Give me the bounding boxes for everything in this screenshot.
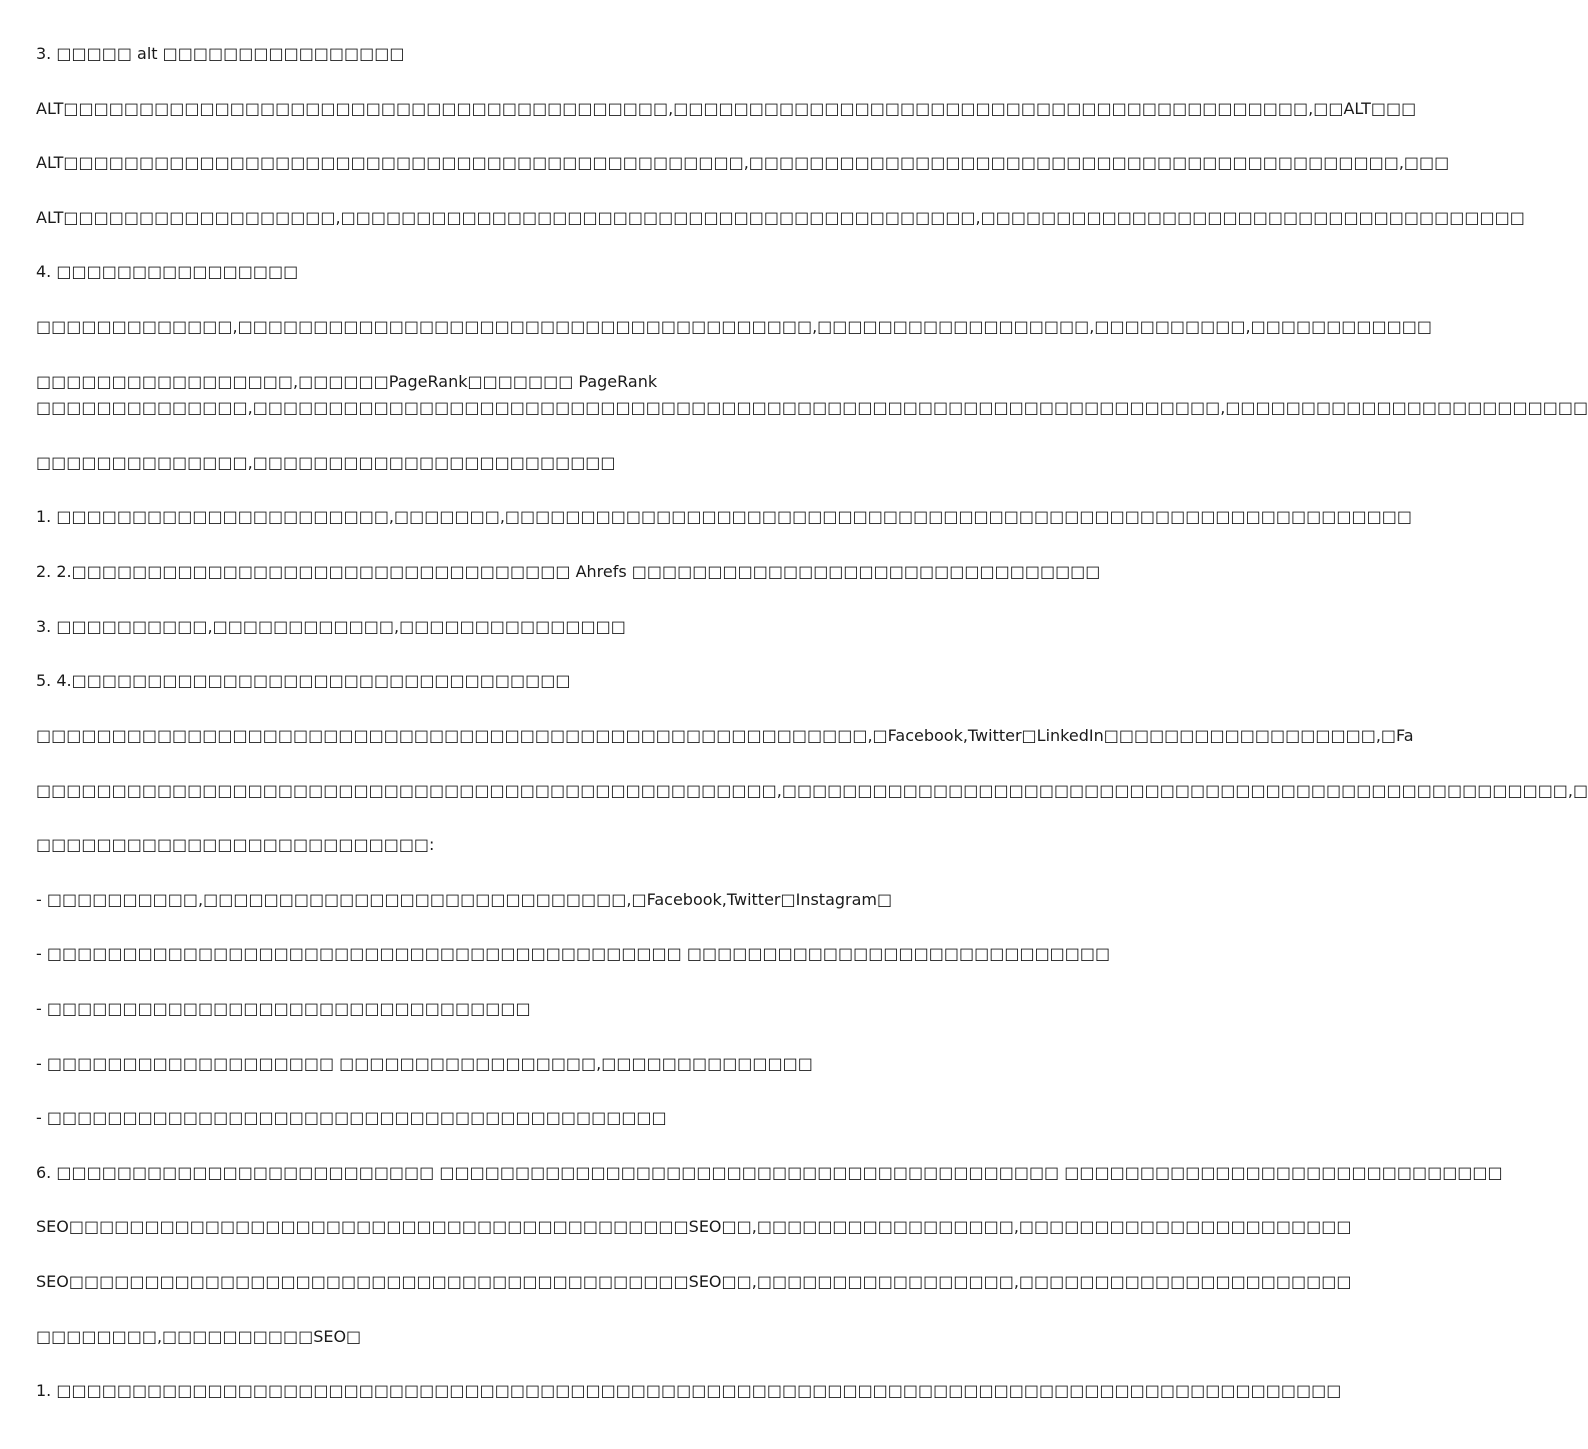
- text-line: SEO□□□□□□□□□□□□□□□□□□□□□□□□□□□□□□□□□□□□□□□□□SEO□□,□□□□□□□□□□□□□□□□□,□□□□□□□□□□□□□□□□□□□□□□: [36, 1272, 1352, 1291]
- text-line: SEO□□□□□□□□□□□□□□□□□□□□□□□□□□□□□□□□□□□□□□□□□SEO□□,□□□□□□□□□□□□□□□□□,□□□□□□□□□□□□□□□□□□□□□□: [36, 1217, 1352, 1236]
- text-line: □□□□□□□□□□□□□□□□□,□□□□□□PageRank□□□□□□□ PageRank: [36, 372, 658, 391]
- text-line: □□□□□□□□□□□□□,□□□□□□□□□□□□□□□□□□□□□□□□□□□□□□□□□□□□□□,□□□□□□□□□□□□□□□□□□,□□□□□□□□□□,□□□□□□□□□□□□: [36, 317, 1433, 336]
- text-line: - □□□□□□□□□□□□□□□□□□□□□□□□□□□□□□□□□□□□□□□□□: [36, 1108, 667, 1127]
- text-line: - □□□□□□□□□□□□□□□□□□□□□□□□□□□□□□□□: [36, 999, 531, 1018]
- text-line: ALT□□□□□□□□□□□□□□□□□□,□□□□□□□□□□□□□□□□□□□□□□□□□□□□□□□□□□□□□□□□□□,□□□□□□□□□□□□□□□□□□□□□□□□□□□□□□□□□□□□: [36, 208, 1525, 227]
- text-line: □□□□□□□□□□□□□□□□□□□□□□□□□□□□□□□□□□□□□□□□□□□□□□□□□□□□□□□,□Facebook,Twitter□LinkedIn□□□□□□□□□□□□□□□□□□,□Fa: [36, 726, 1414, 745]
- text-line: □□□□□□□□□□□□□□□□□□□□□□□□□□:: [36, 835, 435, 854]
- text-line: - □□□□□□□□□□,□□□□□□□□□□□□□□□□□□□□□□□□□□□□,□Facebook,Twitter□Instagram□: [36, 890, 893, 909]
- text-line: 1. □□□□□□□□□□□□□□□□□□□□□□□□□□□□□□□□□□□□□□□□□□□□□□□□□□□□□□□□□□□□□□□□□□□□□□□□□□□□□□□□□□□□□: [36, 1381, 1342, 1400]
- text-line: 3. □□□□□ alt □□□□□□□□□□□□□□□□: [36, 44, 405, 63]
- text-line: 4. □□□□□□□□□□□□□□□□: [36, 262, 299, 281]
- text-line: □□□□□□□□,□□□□□□□□□□SEO□: [36, 1327, 362, 1346]
- text-line: □□□□□□□□□□□□□□,□□□□□□□□□□□□□□□□□□□□□□□□: [36, 453, 616, 472]
- text-line: 1. □□□□□□□□□□□□□□□□□□□□□□,□□□□□□□,□□□□□□□□□□□□□□□□□□□□□□□□□□□□□□□□□□□□□□□□□□□□□□□□□□□□□□□□□□□□: [36, 507, 1412, 526]
- text-line: 6. □□□□□□□□□□□□□□□□□□□□□□□□□ □□□□□□□□□□□□□□□□□□□□□□□□□□□□□□□□□□□□□□□□□ □□□□□□□□□□□□□□□□□□□□□□□□□□□□□: [36, 1163, 1503, 1182]
- text-line: ALT□□□□□□□□□□□□□□□□□□□□□□□□□□□□□□□□□□□□□□□□□□□□□,□□□□□□□□□□□□□□□□□□□□□□□□□□□□□□□□□□□□□□□□□□□,□□□: [36, 153, 1450, 172]
- text-line: 3. □□□□□□□□□□,□□□□□□□□□□□□,□□□□□□□□□□□□□□□: [36, 617, 626, 636]
- text-line: ALT□□□□□□□□□□□□□□□□□□□□□□□□□□□□□□□□□□□□□□□□,□□□□□□□□□□□□□□□□□□□□□□□□□□□□□□□□□□□□□□□□□□,□□ALT□□□: [36, 99, 1417, 118]
- text-line: 5. 4.□□□□□□□□□□□□□□□□□□□□□□□□□□□□□□□□□: [36, 671, 571, 690]
- text-line: 2. 2.□□□□□□□□□□□□□□□□□□□□□□□□□□□□□□□□□ Ahrefs □□□□□□□□□□□□□□□□□□□□□□□□□□□□□□□: [36, 562, 1101, 581]
- text-line: - □□□□□□□□□□□□□□□□□□□□□□□□□□□□□□□□□□□□□□□□□□ □□□□□□□□□□□□□□□□□□□□□□□□□□□□: [36, 944, 1111, 963]
- text-line: □□□□□□□□□□□□□□,□□□□□□□□□□□□□□□□□□□□□□□□□□□□□□□□□□□□□□□□□□□□□□□□□□□□□□□□□□□□□□□□,□□□□□□□□□□□□□□□□□□□□□□□□: [36, 398, 1588, 417]
- text-line: □□□□□□□□□□□□□□□□□□□□□□□□□□□□□□□□□□□□□□□□□□□□□□□□□,□□□□□□□□□□□□□□□□□□□□□□□□□□□□□□□□□□□□□□□□□□□□□□□□□□□□,□: [36, 781, 1588, 800]
- text-line: - □□□□□□□□□□□□□□□□□□□ □□□□□□□□□□□□□□□□□,□□□□□□□□□□□□□□: [36, 1054, 813, 1073]
